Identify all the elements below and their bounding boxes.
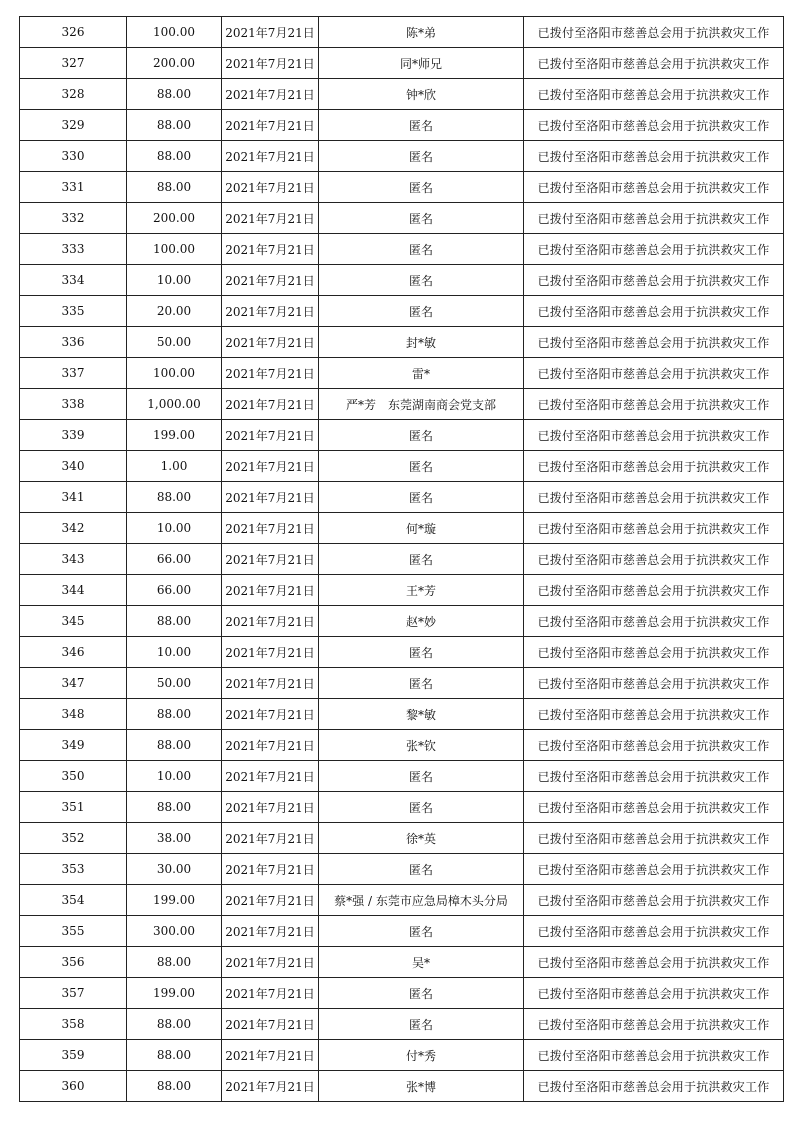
table-row [20,792,784,823]
donation-date: 2021年7月21日 [222,544,319,575]
table-row [20,513,784,544]
row-number: 357 [20,978,127,1009]
donor-name: 匿名 [319,172,524,203]
table-row [20,48,784,79]
fund-usage-note: 已拨付至洛阳市慈善总会用于抗洪救灾工作 [524,420,784,451]
fund-usage-note: 已拨付至洛阳市慈善总会用于抗洪救灾工作 [524,110,784,141]
table-row [20,699,784,730]
fund-usage-note: 已拨付至洛阳市慈善总会用于抗洪救灾工作 [524,358,784,389]
row-number: 353 [20,854,127,885]
fund-usage-note: 已拨付至洛阳市慈善总会用于抗洪救灾工作 [524,389,784,420]
donation-amount: 199.00 [127,978,222,1009]
donation-date: 2021年7月21日 [222,668,319,699]
table-row [20,79,784,110]
table-row [20,1071,784,1102]
fund-usage-note: 已拨付至洛阳市慈善总会用于抗洪救灾工作 [524,637,784,668]
donation-amount: 38.00 [127,823,222,854]
fund-usage-note: 已拨付至洛阳市慈善总会用于抗洪救灾工作 [524,606,784,637]
row-number: 326 [20,17,127,48]
donation-amount: 10.00 [127,637,222,668]
table-row [20,575,784,606]
row-number: 346 [20,637,127,668]
donor-name: 匿名 [319,544,524,575]
fund-usage-note: 已拨付至洛阳市慈善总会用于抗洪救灾工作 [524,203,784,234]
row-number: 336 [20,327,127,358]
donation-amount: 88.00 [127,947,222,978]
donor-name: 匿名 [319,141,524,172]
row-number: 338 [20,389,127,420]
donation-date: 2021年7月21日 [222,451,319,482]
donor-name: 匿名 [319,110,524,141]
fund-usage-note: 已拨付至洛阳市慈善总会用于抗洪救灾工作 [524,265,784,296]
row-number: 352 [20,823,127,854]
table-row [20,947,784,978]
donation-date: 2021年7月21日 [222,327,319,358]
donation-date: 2021年7月21日 [222,885,319,916]
row-number: 337 [20,358,127,389]
table-row [20,420,784,451]
row-number: 341 [20,482,127,513]
donation-amount: 88.00 [127,172,222,203]
row-number: 349 [20,730,127,761]
fund-usage-note: 已拨付至洛阳市慈善总会用于抗洪救灾工作 [524,885,784,916]
donor-name: 黎*敏 [319,699,524,730]
donation-amount: 88.00 [127,79,222,110]
fund-usage-note: 已拨付至洛阳市慈善总会用于抗洪救灾工作 [524,978,784,1009]
fund-usage-note: 已拨付至洛阳市慈善总会用于抗洪救灾工作 [524,792,784,823]
fund-usage-note: 已拨付至洛阳市慈善总会用于抗洪救灾工作 [524,1009,784,1040]
row-number: 342 [20,513,127,544]
table-row [20,544,784,575]
fund-usage-note: 已拨付至洛阳市慈善总会用于抗洪救灾工作 [524,668,784,699]
row-number: 354 [20,885,127,916]
donation-amount: 88.00 [127,699,222,730]
fund-usage-note: 已拨付至洛阳市慈善总会用于抗洪救灾工作 [524,916,784,947]
table-row [20,916,784,947]
fund-usage-note: 已拨付至洛阳市慈善总会用于抗洪救灾工作 [524,48,784,79]
row-number: 358 [20,1009,127,1040]
donation-date: 2021年7月21日 [222,203,319,234]
donation-amount: 100.00 [127,17,222,48]
donor-name: 赵*妙 [319,606,524,637]
donation-amount: 10.00 [127,761,222,792]
donor-name: 同*师兄 [319,48,524,79]
row-number: 327 [20,48,127,79]
donor-name: 何*璇 [319,513,524,544]
fund-usage-note: 已拨付至洛阳市慈善总会用于抗洪救灾工作 [524,575,784,606]
donation-amount: 200.00 [127,203,222,234]
donation-date: 2021年7月21日 [222,513,319,544]
donation-table-body [20,17,784,1102]
row-number: 330 [20,141,127,172]
table-row [20,885,784,916]
row-number: 345 [20,606,127,637]
row-number: 340 [20,451,127,482]
donation-date: 2021年7月21日 [222,978,319,1009]
donor-name: 匿名 [319,792,524,823]
row-number: 333 [20,234,127,265]
row-number: 332 [20,203,127,234]
row-number: 347 [20,668,127,699]
donation-date: 2021年7月21日 [222,420,319,451]
donor-name: 张*钦 [319,730,524,761]
row-number: 344 [20,575,127,606]
fund-usage-note: 已拨付至洛阳市慈善总会用于抗洪救灾工作 [524,17,784,48]
donation-amount: 1.00 [127,451,222,482]
donation-date: 2021年7月21日 [222,606,319,637]
row-number: 334 [20,265,127,296]
table-row [20,823,784,854]
fund-usage-note: 已拨付至洛阳市慈善总会用于抗洪救灾工作 [524,730,784,761]
donation-amount: 88.00 [127,141,222,172]
table-row [20,637,784,668]
table-row [20,17,784,48]
fund-usage-note: 已拨付至洛阳市慈善总会用于抗洪救灾工作 [524,79,784,110]
donation-date: 2021年7月21日 [222,234,319,265]
donation-amount: 88.00 [127,110,222,141]
donation-amount: 10.00 [127,513,222,544]
row-number: 351 [20,792,127,823]
donation-date: 2021年7月21日 [222,48,319,79]
fund-usage-note: 已拨付至洛阳市慈善总会用于抗洪救灾工作 [524,544,784,575]
donation-date: 2021年7月21日 [222,637,319,668]
donation-amount: 300.00 [127,916,222,947]
donor-name: 张*博 [319,1071,524,1102]
donor-name: 匿名 [319,420,524,451]
fund-usage-note: 已拨付至洛阳市慈善总会用于抗洪救灾工作 [524,1071,784,1102]
donation-date: 2021年7月21日 [222,1071,319,1102]
table-row [20,1040,784,1071]
fund-usage-note: 已拨付至洛阳市慈善总会用于抗洪救灾工作 [524,451,784,482]
table-row [20,730,784,761]
fund-usage-note: 已拨付至洛阳市慈善总会用于抗洪救灾工作 [524,234,784,265]
donation-date: 2021年7月21日 [222,296,319,327]
donation-date: 2021年7月21日 [222,947,319,978]
fund-usage-note: 已拨付至洛阳市慈善总会用于抗洪救灾工作 [524,482,784,513]
table-row [20,1009,784,1040]
row-number: 329 [20,110,127,141]
donation-date: 2021年7月21日 [222,482,319,513]
row-number: 359 [20,1040,127,1071]
donation-date: 2021年7月21日 [222,110,319,141]
donor-name: 匿名 [319,1009,524,1040]
donation-date: 2021年7月21日 [222,823,319,854]
donation-amount: 50.00 [127,327,222,358]
fund-usage-note: 已拨付至洛阳市慈善总会用于抗洪救灾工作 [524,172,784,203]
donation-amount: 66.00 [127,544,222,575]
row-number: 348 [20,699,127,730]
donor-name: 匿名 [319,978,524,1009]
donor-name: 吴* [319,947,524,978]
row-number: 350 [20,761,127,792]
donation-date: 2021年7月21日 [222,358,319,389]
donation-amount: 100.00 [127,358,222,389]
donation-amount: 66.00 [127,575,222,606]
donation-table [19,16,784,1102]
donor-name: 陈*弟 [319,17,524,48]
donation-amount: 199.00 [127,885,222,916]
donation-amount: 50.00 [127,668,222,699]
donation-amount: 199.00 [127,420,222,451]
donation-amount: 88.00 [127,1009,222,1040]
fund-usage-note: 已拨付至洛阳市慈善总会用于抗洪救灾工作 [524,296,784,327]
table-row [20,978,784,1009]
donor-name: 匿名 [319,234,524,265]
donation-date: 2021年7月21日 [222,761,319,792]
row-number: 335 [20,296,127,327]
donor-name: 匿名 [319,854,524,885]
row-number: 339 [20,420,127,451]
donation-date: 2021年7月21日 [222,792,319,823]
fund-usage-note: 已拨付至洛阳市慈善总会用于抗洪救灾工作 [524,141,784,172]
donation-amount: 1,000.00 [127,389,222,420]
donation-date: 2021年7月21日 [222,141,319,172]
donor-name: 匿名 [319,761,524,792]
donor-name: 封*敏 [319,327,524,358]
table-row [20,203,784,234]
donation-date: 2021年7月21日 [222,1009,319,1040]
donor-name: 匿名 [319,668,524,699]
donation-amount: 88.00 [127,730,222,761]
donation-amount: 200.00 [127,48,222,79]
table-row [20,172,784,203]
donation-date: 2021年7月21日 [222,79,319,110]
donation-amount: 100.00 [127,234,222,265]
donor-name: 严*芳 东莞湖南商会党支部 [319,389,524,420]
row-number: 360 [20,1071,127,1102]
donor-name: 徐*英 [319,823,524,854]
table-row [20,296,784,327]
donor-name: 匿名 [319,451,524,482]
donation-amount: 88.00 [127,482,222,513]
table-row [20,234,784,265]
row-number: 343 [20,544,127,575]
donation-amount: 10.00 [127,265,222,296]
table-row [20,761,784,792]
donation-amount: 88.00 [127,1071,222,1102]
donation-amount: 88.00 [127,606,222,637]
donation-date: 2021年7月21日 [222,1040,319,1071]
table-row [20,110,784,141]
table-row [20,389,784,420]
donor-name: 匿名 [319,637,524,668]
fund-usage-note: 已拨付至洛阳市慈善总会用于抗洪救灾工作 [524,854,784,885]
donor-name: 匿名 [319,482,524,513]
donor-name: 匿名 [319,265,524,296]
donation-date: 2021年7月21日 [222,575,319,606]
table-row [20,327,784,358]
donation-date: 2021年7月21日 [222,389,319,420]
fund-usage-note: 已拨付至洛阳市慈善总会用于抗洪救灾工作 [524,699,784,730]
donation-date: 2021年7月21日 [222,730,319,761]
table-row [20,265,784,296]
donation-amount: 88.00 [127,792,222,823]
row-number: 328 [20,79,127,110]
row-number: 331 [20,172,127,203]
table-row [20,854,784,885]
table-row [20,358,784,389]
donor-name: 匿名 [319,296,524,327]
donation-date: 2021年7月21日 [222,854,319,885]
table-row [20,606,784,637]
donor-name: 王*芳 [319,575,524,606]
donation-list-page [19,16,783,1102]
donor-name: 钟*欣 [319,79,524,110]
row-number: 356 [20,947,127,978]
fund-usage-note: 已拨付至洛阳市慈善总会用于抗洪救灾工作 [524,513,784,544]
table-row [20,668,784,699]
fund-usage-note: 已拨付至洛阳市慈善总会用于抗洪救灾工作 [524,1040,784,1071]
donor-name: 付*秀 [319,1040,524,1071]
fund-usage-note: 已拨付至洛阳市慈善总会用于抗洪救灾工作 [524,947,784,978]
table-row [20,141,784,172]
donor-name: 雷* [319,358,524,389]
fund-usage-note: 已拨付至洛阳市慈善总会用于抗洪救灾工作 [524,761,784,792]
row-number: 355 [20,916,127,947]
fund-usage-note: 已拨付至洛阳市慈善总会用于抗洪救灾工作 [524,823,784,854]
donation-date: 2021年7月21日 [222,699,319,730]
table-row [20,482,784,513]
donor-name: 匿名 [319,916,524,947]
table-row [20,451,784,482]
donation-amount: 88.00 [127,1040,222,1071]
donor-name: 匿名 [319,203,524,234]
donation-date: 2021年7月21日 [222,172,319,203]
donation-date: 2021年7月21日 [222,265,319,296]
donor-name: 蔡*强 / 东莞市应急局樟木头分局 [319,885,524,916]
donation-date: 2021年7月21日 [222,916,319,947]
fund-usage-note: 已拨付至洛阳市慈善总会用于抗洪救灾工作 [524,327,784,358]
donation-amount: 20.00 [127,296,222,327]
donation-date: 2021年7月21日 [222,17,319,48]
donation-amount: 30.00 [127,854,222,885]
